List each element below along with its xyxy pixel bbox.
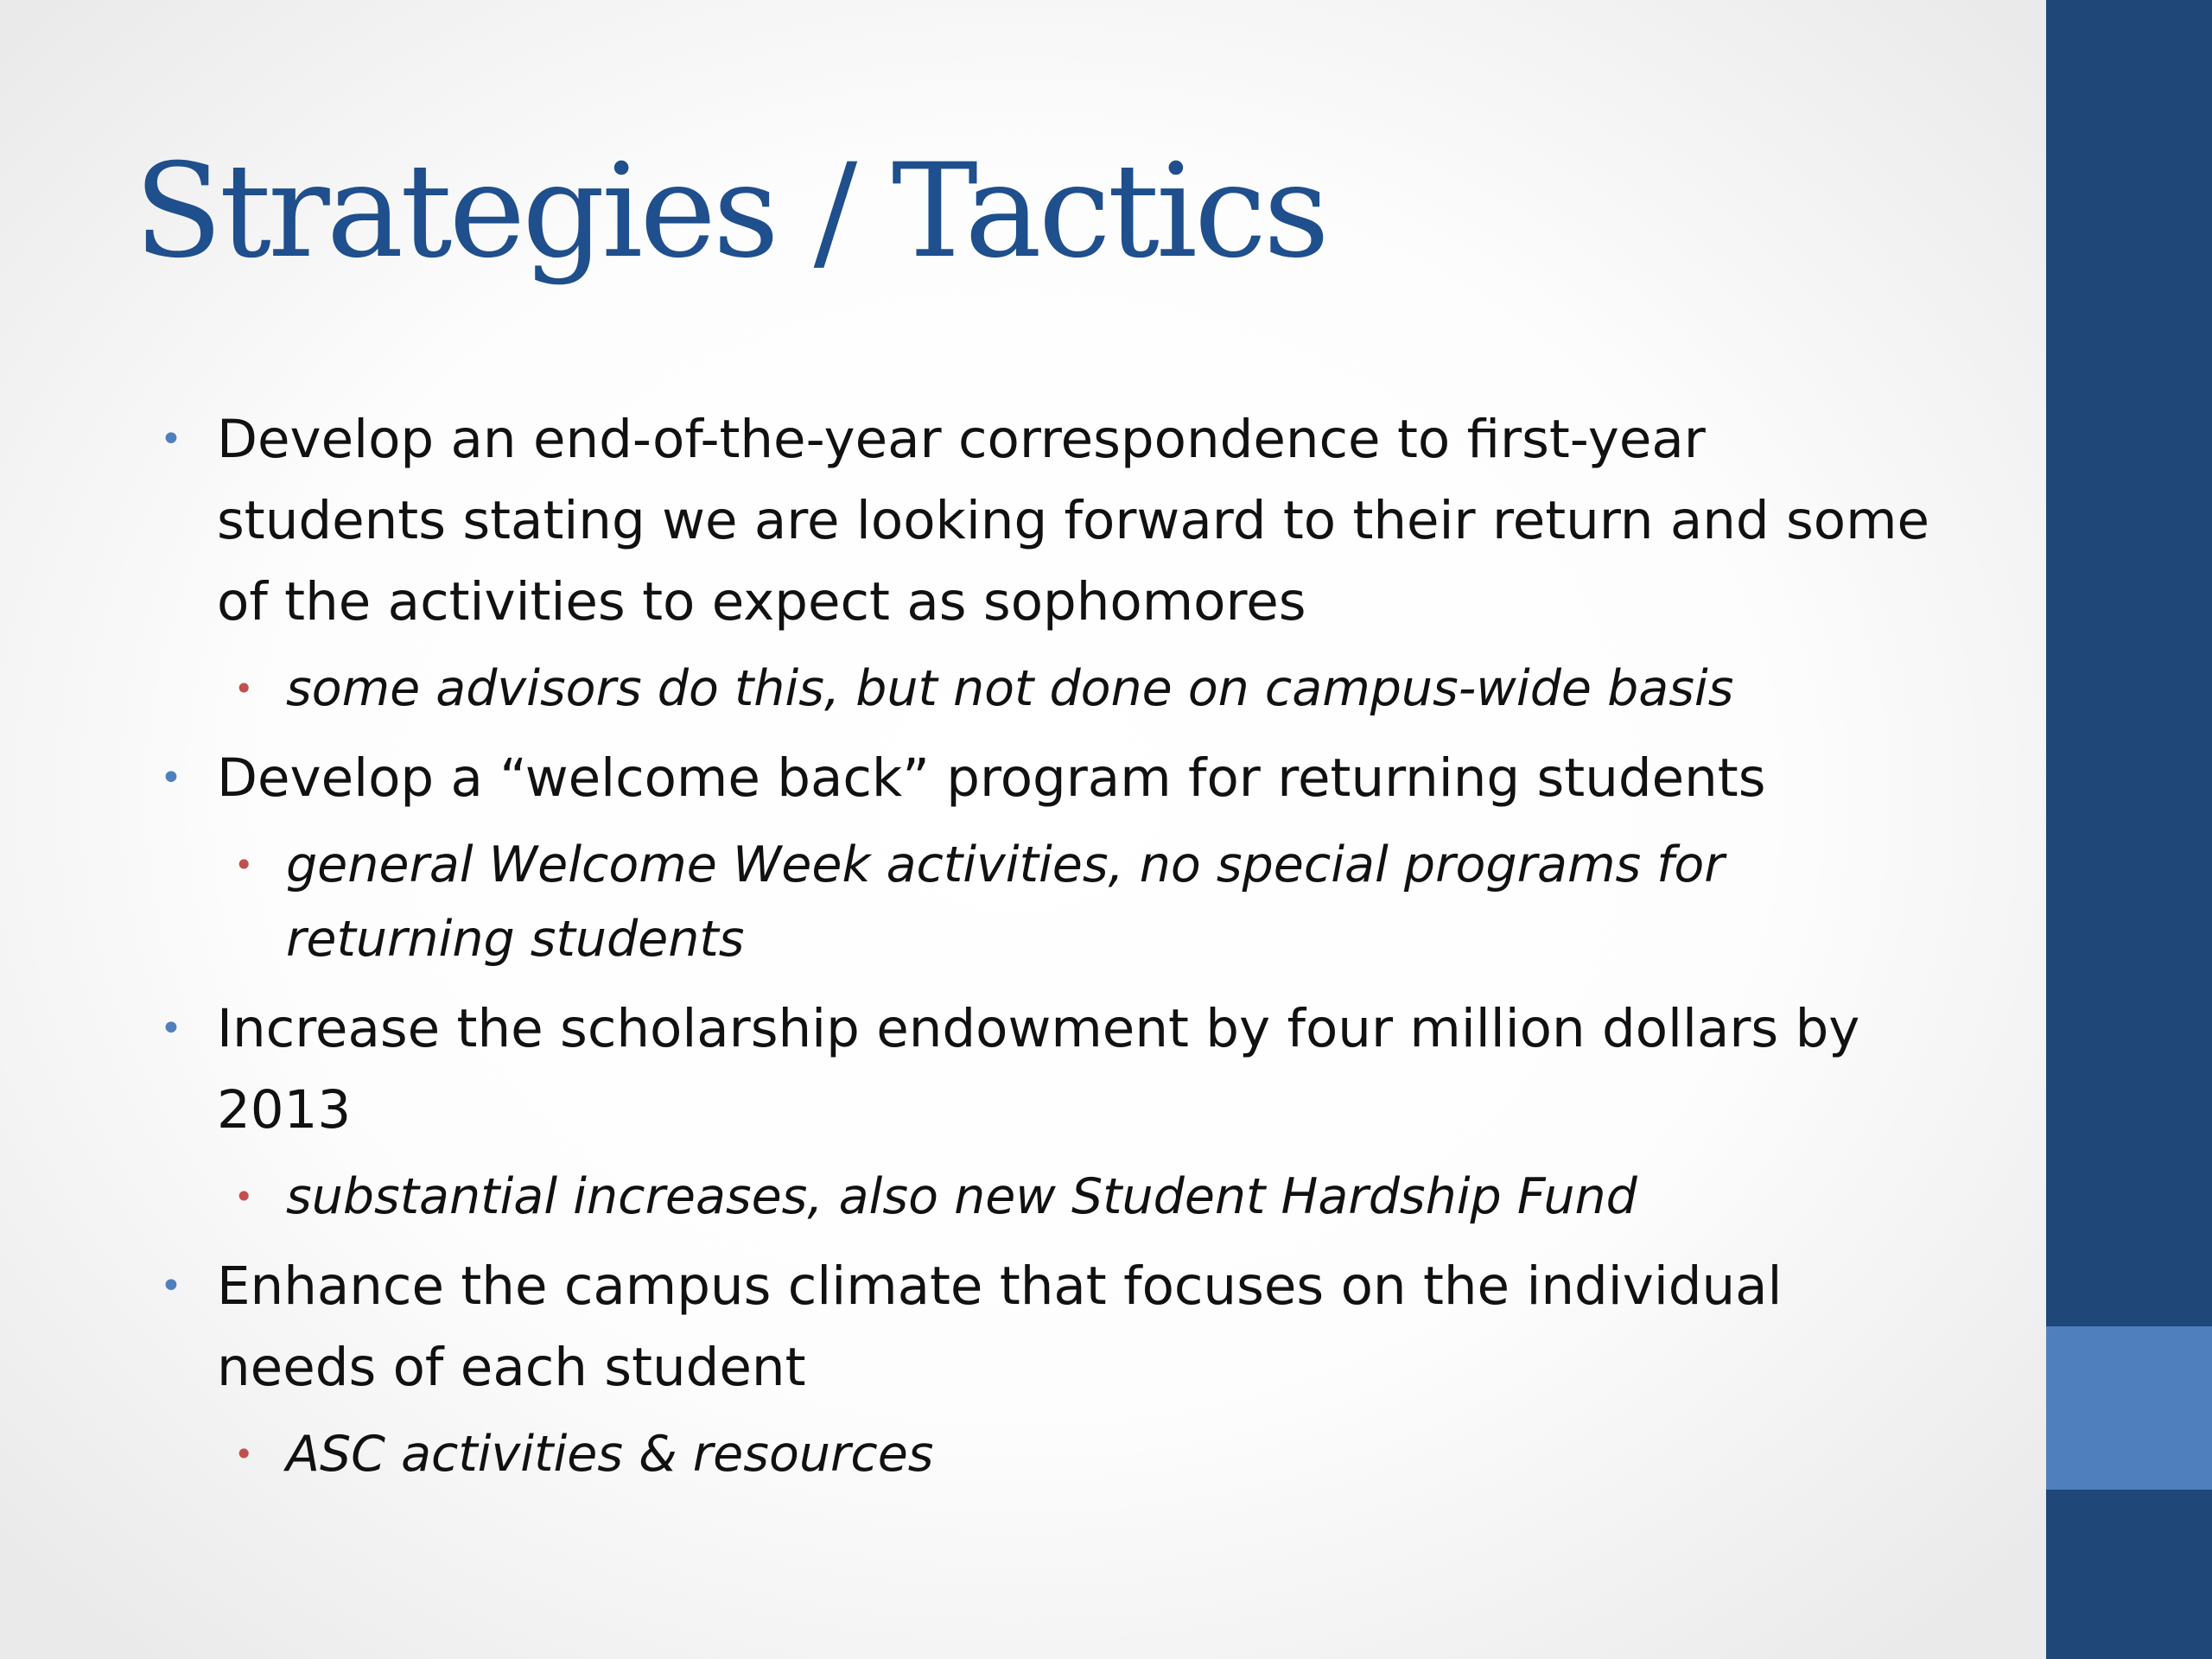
bullet-icon: • — [160, 417, 182, 461]
bullet-icon: • — [160, 1264, 182, 1308]
bullet-icon: • — [160, 1007, 182, 1051]
list-item — [160, 1246, 1940, 1408]
sub-list-item-text: ASC activities & resources — [286, 1426, 934, 1483]
bullet-icon: • — [160, 756, 182, 800]
sub-list-item — [160, 652, 1940, 726]
sub-bullet-icon: • — [234, 1435, 254, 1473]
list-item-text: Develop a “welcome back” program for returning students — [217, 747, 1766, 809]
bullet-list — [160, 399, 1940, 1503]
list-item — [160, 399, 1940, 643]
sub-list-item — [160, 1160, 1940, 1234]
list-item-text: Enhance the campus climate that focuses on the individual needs of each student — [217, 1255, 1783, 1398]
sub-bullet-icon: • — [234, 846, 254, 884]
sub-list-item-text: substantial increases, also new Student Hardship Fund — [286, 1168, 1637, 1225]
sub-list-item — [160, 828, 1940, 976]
sub-list-item-text: general Welcome Week activities, no special programs for returning students — [286, 836, 1725, 968]
sub-list-item-text: some advisors do this, but not done on campus-wide basis — [286, 660, 1734, 717]
sub-list-item — [160, 1417, 1940, 1491]
slide-title: Strategies / Tactics — [134, 137, 1326, 287]
list-item-text: Increase the scholarship endowment by four million dollars by 2013 — [217, 998, 1860, 1141]
sub-bullet-icon: • — [234, 1178, 254, 1216]
list-item-text: Develop an end-of-the-year correspondence to first-year students stating we are looking forward to their return and some of the activities to expect as sophomores — [217, 409, 1930, 632]
list-item — [160, 738, 1940, 819]
sub-bullet-icon: • — [234, 670, 254, 708]
list-item — [160, 988, 1940, 1151]
side-bar-accent — [2046, 1326, 2212, 1490]
